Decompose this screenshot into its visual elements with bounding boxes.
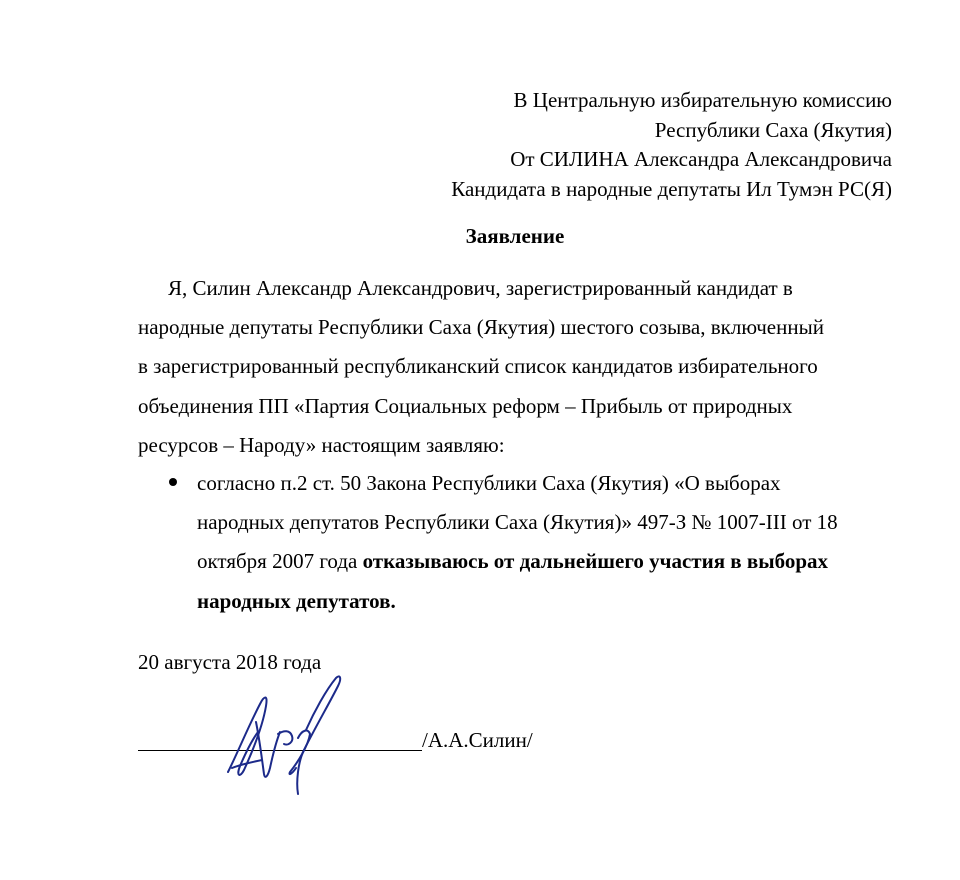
bullet-line-3-bold: отказываюсь от дальнейшего участия в выборах [362,549,829,574]
addressee-line-2: Республики Саха (Якутия) [654,117,892,142]
bullet-line-3 [197,542,897,581]
document-date: 20 августа 2018 года [138,650,322,674]
statement-line-5: ресурсов – Народу» настоящим заявляю: [138,432,505,457]
addressee-block [451,86,892,204]
addressee-line-1: В Центральную избирательную комиссию [513,88,892,112]
addressee-line-3: От СИЛИНА Александра Александровича [510,147,892,171]
statement-line-2: народные депутаты Республики Саха (Якутия) шестого созыва, включенный [138,315,824,340]
bullet-line-4: народных депутатов. [197,588,396,613]
bullet-line-2: народных депутатов Республики Саха (Якутия)» 497-З № 1007-III от 18 [197,510,838,535]
addressee-line-4: Кандидата в народные депутаты Ил Тумэн РС(Я) [451,176,892,201]
bullet-line-3-normal: октября 2007 года [197,549,363,574]
bullet-item [197,464,897,621]
statement-paragraph [138,269,888,465]
bullet-line-1: согласно п.2 ст. 50 Закона Республики Саха (Якутия) «О выборах [197,471,781,495]
statement-line-4: объединения ПП «Партия Социальных реформ – Прибыль от природных [138,393,793,418]
handwritten-signature-icon [218,672,348,802]
bullet-dot-icon [169,478,177,486]
signer-name: /А.А.Силин/ [422,728,533,752]
statement-line-1: Я, Силин Александр Александрович, зарегистрированный кандидат в [168,276,793,300]
statement-line-3: в зарегистрированный республиканский список кандидатов избирательного [138,354,818,379]
document-title: Заявление [465,224,565,248]
